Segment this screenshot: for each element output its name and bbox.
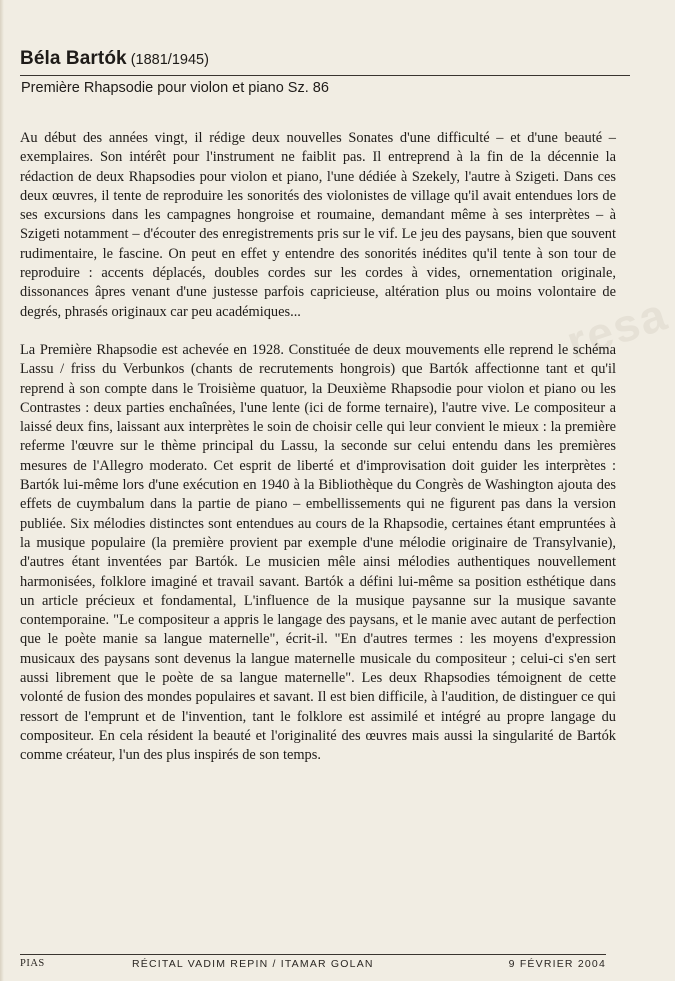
footer-event: RÉCITAL VADIM REPIN / ITAMAR GOLAN bbox=[132, 958, 374, 970]
composer-dates: (1881/1945) bbox=[130, 52, 209, 68]
page-footer bbox=[20, 958, 606, 972]
watermark: resa bbox=[560, 287, 675, 369]
page-header bbox=[20, 48, 650, 96]
composer-line bbox=[20, 48, 650, 70]
footer-date: 9 FÉVRIER 2004 bbox=[508, 958, 606, 970]
paragraph-2: La Première Rhapsodie est achevée en 1928. Constituée de deux mouvements elle reprend le schéma Lassu / friss du Verbunkos (chants de recrutements hongrois) que Bartók affectionne tant et qu'il reprend à son compte dans le Troisième quatuor, la Deuxième Rhapsodie pour violon et piano ou les Contrastes : deux parties enchaînées, l'une lente (ici de forme ternaire), l'autre vive. Le compositeur a laissé deux fins, laissant aux interprètes le soin de choisir celle qui leur convient le mieux : la première referme l'œuvre sur le thème principal du Lassu, la seconde sur celui entendu dans les premières mesures de l'Allegro moderato. Cet esprit de liberté et d'improvisation doit guider les interprètes : Bartók lui-même lors d'une exécution en 1940 à la Bibliothèque du Congrès de Washington ajouta des effets de cuymbalum dans la partie de piano – embellissements qui ne figurent pas dans la version publiée. Six mélodies distinctes sont entendues au cours de la Rhapsodie, certaines étant empruntées à la musique populaire (la première provient par exemple d'une mélodie originaire de Transylvanie), d'autres étant inventées par Bartók. Le musicien mêle ainsi mélodies authentiques nouvellement harmonisées, folklore imaginé et travail savant. Bartók a défini lui-même sa position esthétique dans un article précieux et fondamental, L'influence de la musique paysanne sur la musique savante contemporaine. "Le compositeur a appris le langage des paysans, et le manie avec autant de perfection que le poète manie sa langue maternelle", écrit-il. "En d'autres termes : les moyens d'expression musicaux des paysans sont devenus la langue maternelle musicale du compositeur ; celui-ci s'en sert aussi librement que le poète de sa langue maternelle". Les deux Rhapsodies témoignent de cette volonté de fusion des mondes populaires et savant. Il est bien difficile, à l'audition, de distinguer ce qui ressort de l'emprunt et de l'invention, tant le folklore est assimilé et intégré au propre langage du compositeur. En cela résident la beauté et l'originalité des œuvres mais aussi la singularité de Bartók comme créateur, l'un des plus inspirés de son temps. bbox=[20, 341, 616, 764]
paragraph-1: Au début des années vingt, il rédige deux nouvelles Sonates d'une difficulté – et d'une beauté – exemplaires. Son intérêt pour l'instrument ne faiblit pas. Il entreprend à la fin de la décennie la rédaction de deux Rhapsodies pour violon et piano, l'une dédiée à Szekely, l'autre à Szigeti. Dans ces deux œuvres, il tente de reproduire les sonorités des violonistes de village qu'il avait entendues lors de ses excursions dans les campagnes hongroise et roumaine, demandant même à ses interprètes – à Szigeti notamment – d'écouter des enregistrements pris sur le vif. Le jeu des paysans, bien que souvent rudimentaire, le fascine. On peut en effet y entendre des sonorités inédites qu'il tente à son tour de reproduire : accents déplacés, doubles cordes sur les cordes à vides, ornementation originale, dissonances âpres venant d'une justesse parfois capricieuse, altération plus ou moins volontaire de degrés, phrasés originaux car peu académiques... bbox=[20, 130, 616, 320]
article-body bbox=[20, 129, 616, 766]
work-title: Première Rhapsodie pour violon et piano Sz. 86 bbox=[21, 80, 329, 96]
title-divider bbox=[20, 75, 630, 76]
footer-divider bbox=[20, 954, 606, 955]
composer-name: Béla Bartók bbox=[20, 48, 127, 69]
footer-publisher: PIAS bbox=[20, 958, 45, 969]
page-edge bbox=[0, 0, 4, 981]
